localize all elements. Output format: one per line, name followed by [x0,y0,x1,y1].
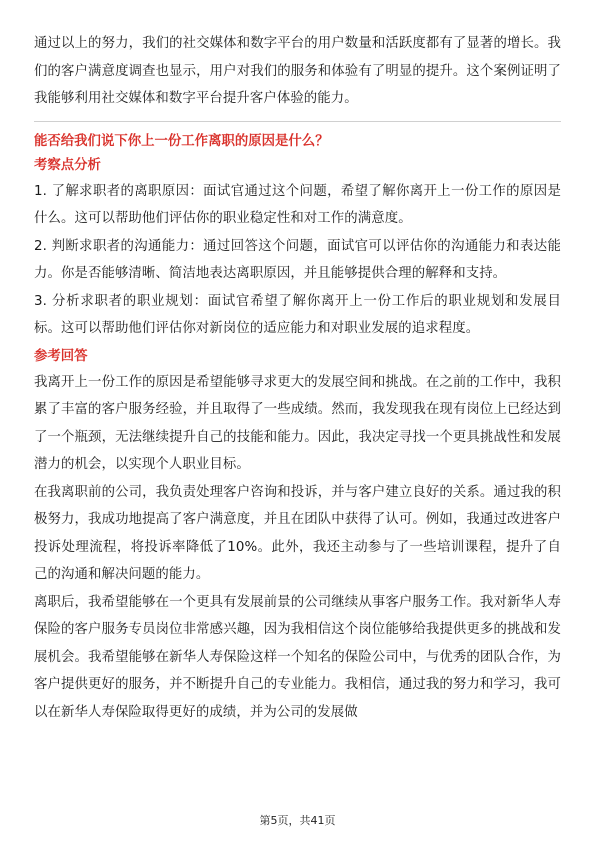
answer-paragraph-1: 我离开上一份工作的原因是希望能够寻求更大的发展空间和挑战。在之前的工作中，我积累了丰富的客户服务经验，并且取得了一些成绩。然而，我发现我在现有岗位上已经达到了一个瓶颈，无法继续提升自己的技能和能力。因此，我决定寻找一个更具挑战性和发展潜力的机会，以实现个人职业目标。 [34,374,561,472]
answer-paragraph-3: 离职后，我希望能够在一个更具有发展前景的公司继续从事客户服务工作。我对新华人寿保险的客户服务专员岗位非常感兴趣，因为我相信这个岗位能够给我提供更多的挑战和发展机会。我希望能够在新华人寿保险这样一个知名的保险公司中，与优秀的团队合作，为客户提供更好的服务，并不断提升自己的专业能力。我相信，通过我的努力和学习，我可以在新华人寿保险取得更好的成绩，并为公司的发展做 [34,594,561,720]
answer-heading: 参考回答 [34,348,88,364]
page-number: 第5页，共41页 [259,814,336,827]
section-divider [34,121,561,122]
intro-paragraph: 通过以上的努力，我们的社交媒体和数字平台的用户数量和活跃度都有了显著的增长。我们的客户满意度调查也显示，用户对我们的服务和体验有了明显的提升。这个案例证明了我能够利用社交媒体和数字平台提升客户体验的能力。 [34,36,561,106]
analysis-point-1: 1. 了解求职者的离职原因：面试官通过这个问题，希望了解你离开上一份工作的原因是什么。这可以帮助他们评估你的职业稳定性和对工作的满意度。 [34,183,561,226]
analysis-point-2: 2. 判断求职者的沟通能力：通过回答这个问题，面试官可以评估你的沟通能力和表达能力。你是否能够清晰、简洁地表达离职原因，并且能够提供合理的解释和支持。 [34,238,561,281]
answer-paragraph-2: 在我离职前的公司，我负责处理客户咨询和投诉，并与客户建立良好的关系。通过我的积极努力，我成功地提高了客户满意度，并且在团队中获得了认可。例如，我通过改进客户投诉处理流程，将投诉率降低了10%。此外，我还主动参与了一些培训课程，提升了自己的沟通和解决问题的能力。 [34,484,561,582]
analysis-heading: 考察点分析 [34,157,101,173]
analysis-point-3: 3. 分析求职者的职业规划：面试官希望了解你离开上一份工作后的职业规划和发展目标。这可以帮助他们评估你对新岗位的适应能力和对职业发展的追求程度。 [34,293,561,336]
document-page [34,30,561,726]
interview-question: 能否给我们说下你上一份工作离职的原因是什么？ [34,133,329,149]
